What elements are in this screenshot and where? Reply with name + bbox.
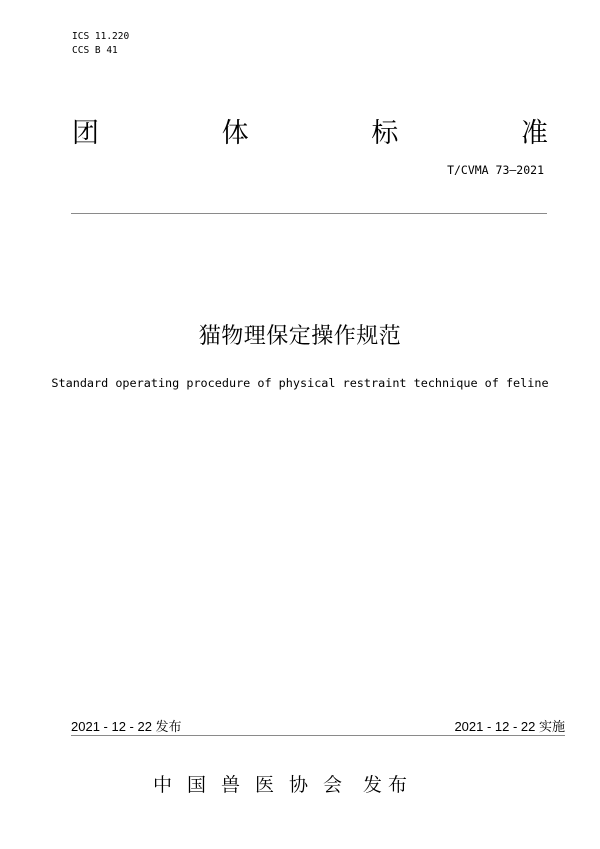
document-title-chinese: 猫物理保定操作规范: [198, 324, 402, 349]
issued-label: 发布: [363, 774, 414, 796]
publish-date: 2021 - 12 - 22 发布: [71, 719, 182, 734]
ics-code: ICS 11.220: [72, 31, 130, 42]
ccs-code: CCS B 41: [72, 45, 118, 56]
issuing-organization: [153, 772, 413, 798]
organization-name: 中国兽医协会: [153, 774, 358, 796]
standard-type-heading: [72, 118, 548, 150]
standard-type-char-4: 准: [520, 118, 548, 149]
standard-number: T/CVMA 73—2021: [447, 163, 544, 177]
dates-row: [71, 719, 565, 737]
header-divider: [71, 213, 547, 214]
standard-type-char-2: 体: [221, 118, 249, 149]
footer-divider: [71, 735, 565, 736]
standard-type-char-3: 标: [371, 118, 399, 149]
implementation-date: 2021 - 12 - 22 实施: [454, 719, 565, 734]
standard-type-char-1: 团: [72, 118, 99, 149]
document-title-english: Standard operating procedure of physical restraint technique of feline: [51, 376, 549, 390]
classification-codes: [72, 30, 129, 58]
